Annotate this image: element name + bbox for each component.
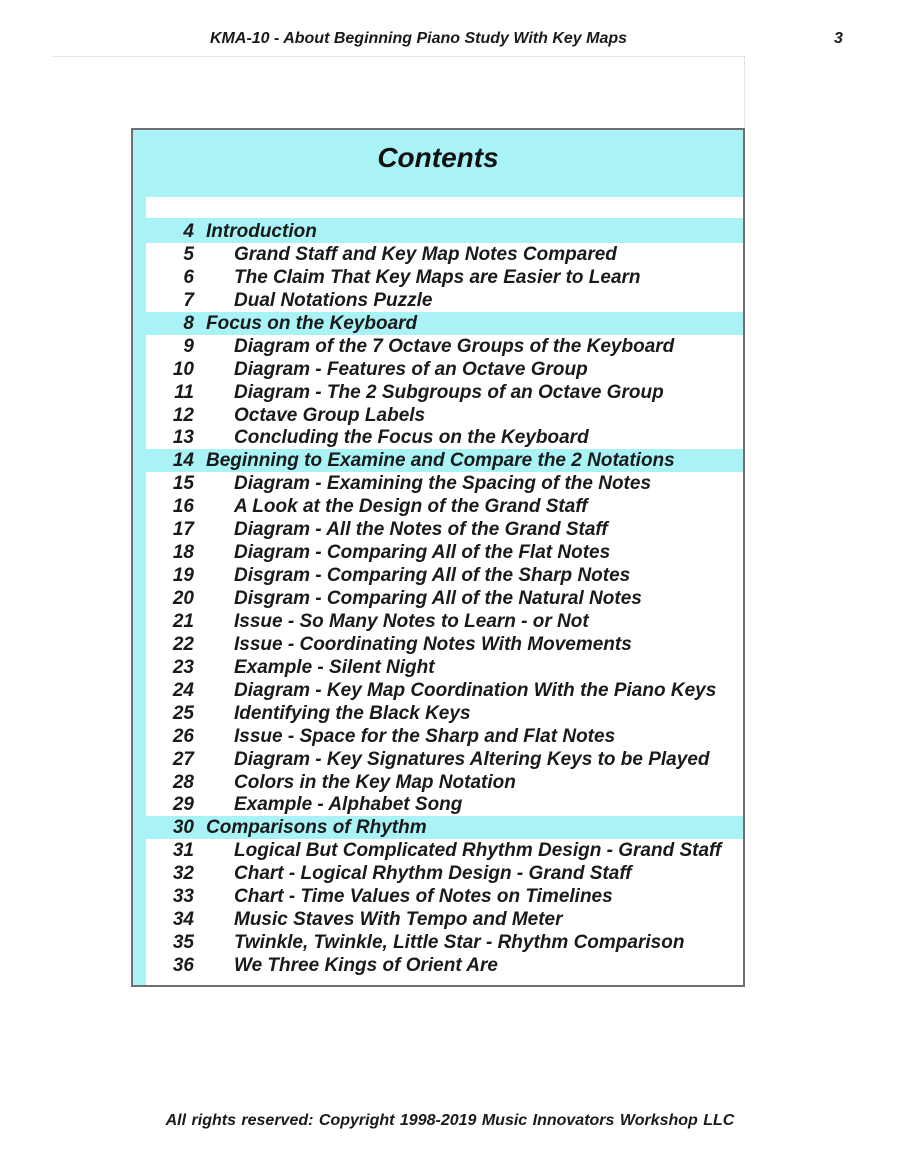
toc-entry-title: Identifying the Black Keys bbox=[234, 702, 471, 724]
toc-page-number: 21 bbox=[172, 610, 194, 632]
toc-entry-row bbox=[133, 748, 743, 771]
toc-entry-row bbox=[133, 358, 743, 381]
toc-entry-title: Focus on the Keyboard bbox=[206, 312, 418, 334]
toc-entry-title: Introduction bbox=[206, 221, 317, 242]
toc-entry-row bbox=[133, 541, 743, 564]
toc-entry-row bbox=[133, 656, 743, 679]
toc-page-number: 11 bbox=[174, 381, 194, 403]
toc-page-number: 18 bbox=[172, 542, 194, 564]
toc-page-number: 6 bbox=[183, 266, 194, 288]
toc-entry-row bbox=[133, 564, 743, 587]
toc-entry-row bbox=[133, 243, 743, 266]
toc-entry-title: We Three Kings of Orient Are bbox=[234, 955, 498, 976]
toc-entry-title: Diagram - Key Map Coordination With the Piano Keys bbox=[234, 679, 717, 701]
toc-page-number: 10 bbox=[172, 358, 194, 380]
toc-page-number: 12 bbox=[172, 404, 194, 426]
toc-page-number: 34 bbox=[172, 909, 194, 931]
toc-page-number: 28 bbox=[172, 771, 194, 793]
toc-page-number: 17 bbox=[172, 519, 194, 541]
toc-entry-title: Concluding the Focus on the Keyboard bbox=[234, 427, 589, 449]
contents-title: Contents bbox=[377, 142, 499, 173]
toc-page-number: 9 bbox=[183, 335, 194, 357]
toc-entry-title: Music Staves With Tempo and Meter bbox=[234, 909, 563, 931]
toc-entry-row bbox=[133, 289, 743, 312]
toc-page-number: 4 bbox=[183, 221, 194, 242]
toc-page-number: 25 bbox=[172, 702, 194, 724]
toc-entry-title: Comparisons of Rhythm bbox=[206, 817, 427, 839]
toc-entry-title: Diagram - Key Signatures Altering Keys to be Played bbox=[234, 748, 710, 770]
toc-entry-title: Beginning to Examine and Compare the 2 Notations bbox=[206, 450, 675, 472]
toc-entry-title: Logical But Complicated Rhythm Design - Grand Staff bbox=[234, 840, 722, 862]
toc-page-number: 15 bbox=[172, 473, 194, 495]
toc-entry-row bbox=[133, 518, 743, 541]
toc-page-number: 33 bbox=[172, 886, 194, 908]
toc-list bbox=[133, 220, 743, 977]
toc-page-number: 27 bbox=[172, 748, 194, 770]
toc-page-number: 32 bbox=[172, 863, 194, 885]
toc-page-number: 20 bbox=[172, 588, 194, 609]
toc-entry-title: The Claim That Key Maps are Easier to Learn bbox=[234, 266, 641, 288]
copyright-footer: All rights reserved: Copyright 1998-2019 Music Innovators Workshop LLC bbox=[165, 1112, 735, 1129]
toc-entry-row bbox=[133, 931, 743, 954]
toc-page-number: 35 bbox=[172, 932, 194, 954]
toc-entry-row bbox=[133, 702, 743, 725]
toc-entry-title: Octave Group Labels bbox=[234, 404, 426, 426]
toc-entry-row bbox=[133, 954, 743, 977]
toc-entry-row bbox=[133, 404, 743, 427]
toc-page-number: 5 bbox=[183, 243, 194, 265]
toc-page-number: 31 bbox=[172, 840, 194, 862]
toc-page-number: 23 bbox=[172, 656, 194, 678]
toc-entry-title: Issue - Space for the Sharp and Flat Notes bbox=[234, 725, 616, 747]
toc-page-number: 13 bbox=[172, 427, 194, 449]
toc-entry-row bbox=[133, 266, 743, 289]
toc-entry-title: Chart - Logical Rhythm Design - Grand Staff bbox=[234, 863, 632, 885]
toc-entry-title: Chart - Time Values of Notes on Timelines bbox=[234, 886, 613, 908]
toc-page-number: 29 bbox=[172, 794, 194, 816]
toc-entry-title: Diagram of the 7 Octave Groups of the Keyboard bbox=[234, 335, 675, 357]
toc-entry-title: Disgram - Comparing All of the Natural Notes bbox=[234, 588, 642, 609]
toc-entry-title: Twinkle, Twinkle, Little Star - Rhythm Comparison bbox=[234, 932, 685, 954]
toc-entry-title: Disgram - Comparing All of the Sharp Notes bbox=[234, 565, 631, 587]
toc-page-number: 19 bbox=[172, 565, 194, 587]
toc-entry-row bbox=[133, 426, 743, 449]
toc-entry-row bbox=[133, 495, 743, 518]
contents-box bbox=[131, 128, 745, 987]
toc-entry-row bbox=[133, 908, 743, 931]
toc-entry-title: Example - Alphabet Song bbox=[234, 794, 463, 816]
toc-page-number: 24 bbox=[172, 679, 194, 701]
toc-entry-row bbox=[133, 587, 743, 610]
toc-entry-title: Diagram - The 2 Subgroups of an Octave Group bbox=[234, 381, 664, 403]
page-header-title: KMA-10 - About Beginning Piano Study With Key Maps bbox=[210, 30, 628, 47]
toc-entry-title: Diagram - Comparing All of the Flat Notes bbox=[234, 542, 611, 564]
toc-entry-row bbox=[133, 771, 743, 794]
toc-entry-title: Issue - So Many Notes to Learn - or Not bbox=[234, 610, 589, 632]
toc-entry-row bbox=[133, 633, 743, 656]
toc-page-number: 30 bbox=[172, 817, 194, 839]
header-divider-vertical bbox=[744, 56, 745, 128]
toc-section-row bbox=[133, 449, 743, 472]
toc-entry-row bbox=[133, 862, 743, 885]
toc-page-number: 36 bbox=[172, 955, 194, 976]
toc-section-row bbox=[133, 220, 743, 243]
toc-page-number: 8 bbox=[183, 312, 194, 334]
toc-entry-title: Diagram - Features of an Octave Group bbox=[234, 358, 588, 380]
page-number: 3 bbox=[834, 30, 843, 47]
header-divider bbox=[52, 56, 745, 57]
toc-entry-title: A Look at the Design of the Grand Staff bbox=[234, 496, 588, 518]
toc-entry-title: Issue - Coordinating Notes With Movements bbox=[234, 633, 632, 655]
toc-entry-row bbox=[133, 472, 743, 495]
toc-entry-row bbox=[133, 679, 743, 702]
toc-entry-row bbox=[133, 885, 743, 908]
toc-entry-row bbox=[133, 381, 743, 404]
toc-entry-title: Diagram - All the Notes of the Grand Staff bbox=[234, 519, 608, 541]
toc-page-number: 26 bbox=[172, 725, 194, 747]
toc-page-number: 16 bbox=[172, 496, 194, 518]
toc-entry-title: Dual Notations Puzzle bbox=[234, 289, 433, 311]
toc-entry-title: Example - Silent Night bbox=[234, 656, 435, 678]
toc-page-number: 14 bbox=[172, 450, 194, 472]
toc-entry-title: Colors in the Key Map Notation bbox=[234, 771, 516, 793]
toc-entry-row bbox=[133, 725, 743, 748]
toc-entry-title: Diagram - Examining the Spacing of the Notes bbox=[234, 473, 652, 495]
toc-page-number: 22 bbox=[172, 633, 194, 655]
toc-entry-row bbox=[133, 839, 743, 862]
toc-entry-row bbox=[133, 335, 743, 358]
toc-entry-row bbox=[133, 610, 743, 633]
toc-entry-row bbox=[133, 793, 743, 816]
contents-title-band bbox=[133, 130, 743, 197]
toc-page-number: 7 bbox=[183, 289, 194, 311]
toc-section-row bbox=[133, 816, 743, 839]
toc-section-row bbox=[133, 312, 743, 335]
toc-entry-title: Grand Staff and Key Map Notes Compared bbox=[234, 243, 617, 265]
